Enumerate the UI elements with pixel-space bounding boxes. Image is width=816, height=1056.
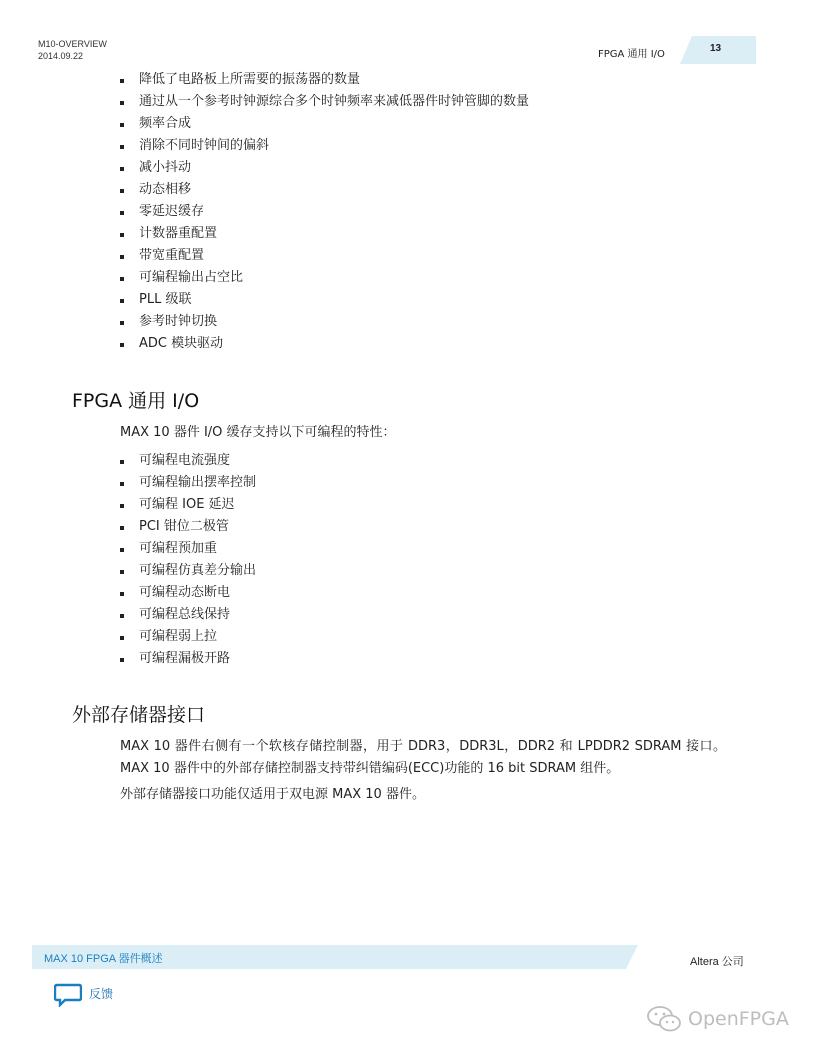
list-item: 可编程输出摆率控制 [120, 472, 256, 494]
page-number: 13 [710, 43, 722, 54]
list-item: 消除不同时钟间的偏斜 [120, 135, 529, 157]
watermark [646, 1005, 789, 1033]
list-item: 可编程 IOE 延迟 [120, 494, 256, 516]
list-item: 减小抖动 [120, 157, 529, 179]
list-item: 可编程总线保持 [120, 604, 256, 626]
io-feature-list [120, 450, 256, 670]
io-intro-paragraph: MAX 10 器件 I/O 缓存支持以下可编程的特性： [120, 425, 396, 440]
list-item: 可编程电流强度 [120, 450, 256, 472]
feedback-icon[interactable] [54, 983, 82, 1007]
list-item: 参考时钟切换 [120, 311, 529, 333]
footer-company: Altera 公司 [690, 956, 744, 968]
footer-doc-title-link[interactable]: MAX 10 FPGA 器件概述 [44, 953, 163, 965]
list-item: PLL 级联 [120, 289, 529, 311]
list-item: 可编程输出占空比 [120, 267, 529, 289]
section-heading-fpga-io: FPGA 通用 I/O [72, 390, 200, 412]
feedback-link[interactable]: 反馈 [89, 987, 114, 1001]
pll-feature-list [120, 69, 529, 355]
list-item: 降低了电路板上所需要的振荡器的数量 [120, 69, 529, 91]
doc-code: M10-OVERVIEW [38, 39, 107, 49]
list-item: 零延迟缓存 [120, 201, 529, 223]
list-item: 带宽重配置 [120, 245, 529, 267]
wechat-icon [646, 1005, 682, 1033]
list-item: ADC 模块驱动 [120, 333, 529, 355]
list-item: 可编程动态断电 [120, 582, 256, 604]
section-heading-external-memory: 外部存储器接口 [72, 704, 206, 726]
ext-memory-paragraph: MAX 10 器件右侧有一个软核存储控制器，用于 DDR3，DDR3L，DDR2 和 LPDDR2 SDRAM 接口。MAX 10 器件中的外部存储控制器支持带纠错编码(ECC)功能的 16 bit SDRAM 组件。 [120, 739, 726, 776]
list-item: 可编程预加重 [120, 538, 256, 560]
list-item: 可编程漏极开路 [120, 648, 256, 670]
watermark-text: OpenFPGA [688, 1008, 789, 1030]
list-item: 计数器重配置 [120, 223, 529, 245]
list-item: 频率合成 [120, 113, 529, 135]
list-item: PCI 钳位二极管 [120, 516, 256, 538]
header-doc-info [38, 38, 107, 62]
list-item: 通过从一个参考时钟源综合多个时钟频率来减低器件时钟管脚的数量 [120, 91, 529, 113]
doc-date: 2014.09.22 [38, 51, 84, 61]
ext-memory-note: 外部存储器接口功能仅适用于双电源 MAX 10 器件。 [120, 787, 425, 802]
running-section-title: FPGA 通用 I/O [598, 49, 665, 60]
list-item: 动态相移 [120, 179, 529, 201]
list-item: 可编程仿真差分输出 [120, 560, 256, 582]
list-item: 可编程弱上拉 [120, 626, 256, 648]
